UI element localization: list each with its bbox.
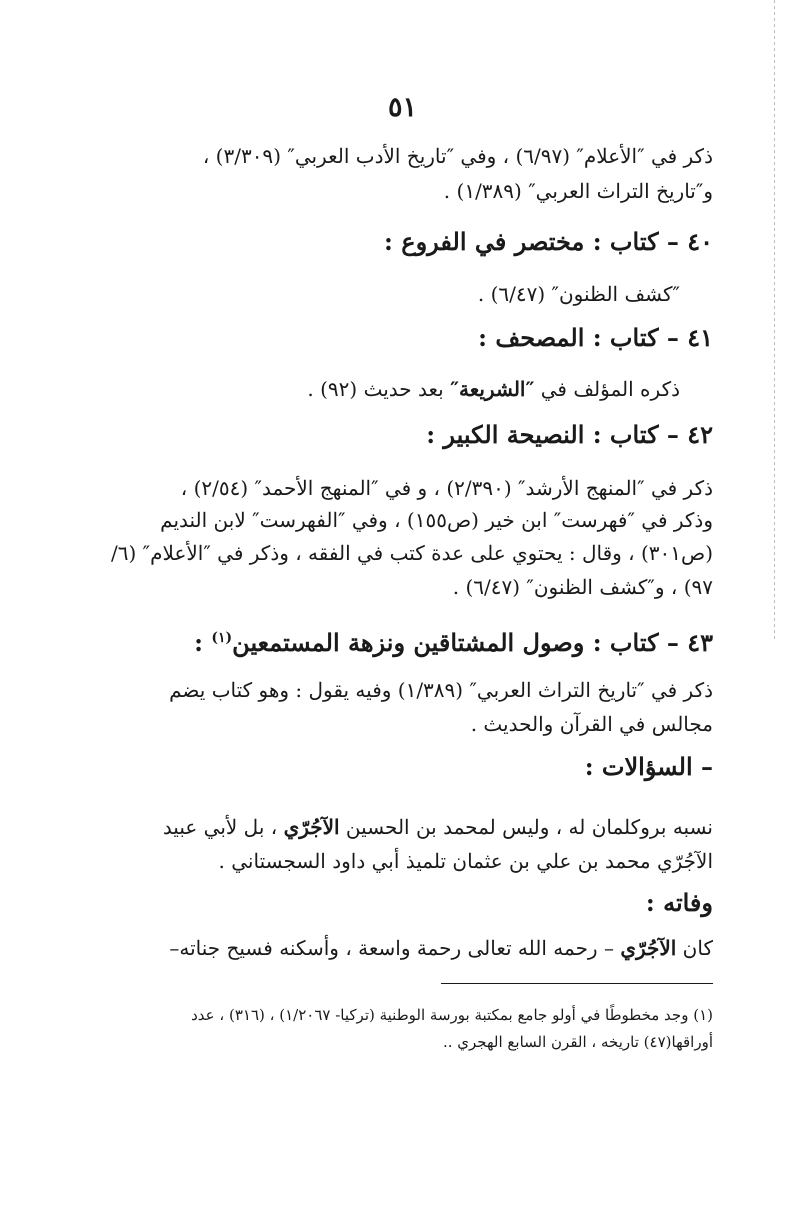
footnote-separator [441,983,713,984]
paragraph-line: مجالس في القرآن والحديث . [470,712,713,736]
entry-heading-41: ٤١ – كتاب : المصحف : [478,323,713,352]
footnote-ref: (١) [211,630,233,646]
text-run: ، بل لأبي عبيد [162,815,284,839]
entry-heading-40: ٤٠ – كتاب : مختصر في الفروع : [384,227,713,256]
paragraph-line: ٩٧) ، و″كشف الظنون″ (٦/٤٧) . [452,575,713,599]
footnote-line: (١) وجد مخطوطًا في أولو جامع بمكتبة بورسة الوطنية (تركيا- ١/٢٠٦٧) ، (٣١٦) ، عدد [191,1006,713,1024]
entry-source-41 [100,374,680,404]
death-heading: وفاته : [645,888,713,917]
bold-title: ″الشريعة″ [450,377,535,401]
heading-text: ٤٣ – كتاب : وصول المشتاقين ونزهة المستمعين [232,628,713,657]
text-run: نسبه بروكلمان له ، وليس لمحمد بن الحسين [339,815,713,839]
text-run: ذكره المؤلف في [534,377,680,401]
footnote-line: أوراقها(٤٧) تاريخه ، القرن السابع الهجري .. [442,1033,713,1051]
paragraph-line: ذكر في ″تاريخ التراث العربي″ (١/٣٨٩) وفيه يقول : وهو كتاب يضم [169,678,713,702]
paragraph-line [100,812,713,842]
text-run: كان [676,936,713,960]
text-run: – رحمه الله تعالى رحمة واسعة ، وأسكنه فسيح جناته– [169,936,621,960]
questions-heading: – السؤالات : [584,752,713,781]
entry-heading-42: ٤٢ – كتاب : النصيحة الكبير : [426,420,713,449]
text-run: بعد حديث (٩٢) . [307,377,451,401]
bold-name: الآجُرّي [620,936,677,960]
heading-colon: : [194,628,212,657]
paragraph-line: (ص٣٠١) ، وقال : يحتوي على عدة كتب في الفقه ، وذكر في ″الأعلام″ (٦/ [111,541,713,565]
paragraph-line: الآجُرّي محمد بن علي بن عثمان تلميذ أبي داود السجستاني . [218,849,713,873]
paragraph-line: ذكر في ″المنهج الأرشد″ (٢/٣٩٠) ، و في ″المنهج الأحمد″ (٢/٥٤) ، [180,476,713,500]
paragraph-line: و″تاريخ التراث العربي″ (١/٣٨٩) . [443,179,713,203]
page-number: ٥١ [387,92,417,123]
paragraph-line [100,933,713,963]
entry-source-40: ″كشف الظنون″ (٦/٤٧) . [477,282,680,306]
bold-name: الآجُرّي [283,815,340,839]
paragraph-line: ذكر في ″الأعلام″ (٦/٩٧) ، وفي ″تاريخ الأدب العربي″ (٣/٣٠٩) ، [202,144,713,168]
paragraph-line: وذكر في ″فهرست″ ابن خير (ص١٥٥) ، وفي ″الفهرست″ لابن النديم [160,508,713,532]
entry-heading-43 [194,621,713,660]
